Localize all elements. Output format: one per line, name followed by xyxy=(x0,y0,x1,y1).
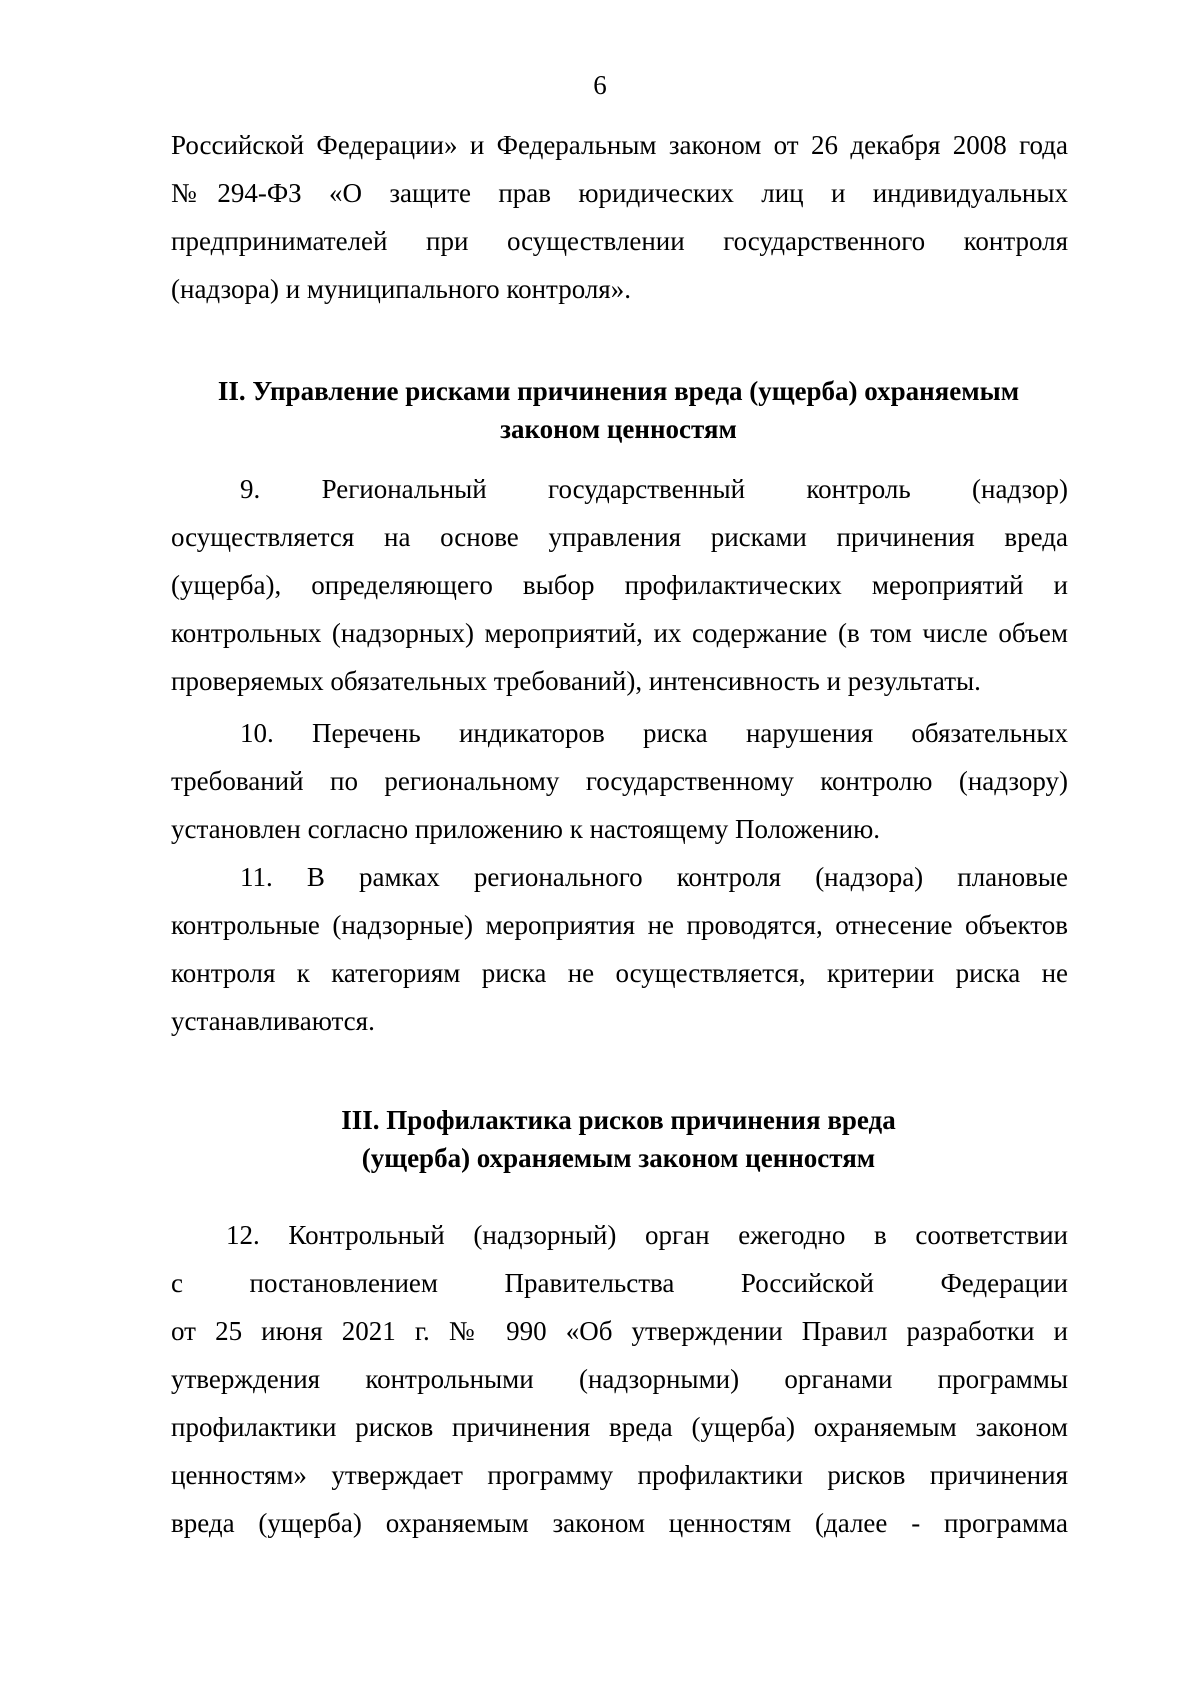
text-line: требований по региональному государственному контролю (надзору) xyxy=(171,766,1068,796)
text-line: 11. В рамках регионального контроля (надзора) плановые xyxy=(240,862,1068,892)
heading-line: (ущерба) охраняемым законом ценностям xyxy=(361,1143,876,1173)
text-line: ценностям» утверждает программу профилактики рисков причинения xyxy=(171,1460,1068,1490)
paragraph-12 xyxy=(171,1211,1068,1547)
text-line: профилактики рисков причинения вреда (ущерба) охраняемым законом xyxy=(171,1412,1068,1442)
intro-paragraph xyxy=(171,121,1068,313)
text-line: 10. Перечень индикаторов риска нарушения обязательных xyxy=(240,718,1068,748)
text-line: (надзора) и муниципального контроля». xyxy=(171,274,631,304)
paragraph-11 xyxy=(171,853,1068,1045)
heading-line: III. Профилактика рисков причинения вреда xyxy=(341,1105,896,1135)
text-line: предпринимателей при осуществлении государственного контроля xyxy=(171,226,1068,256)
section-2-heading xyxy=(0,372,1200,448)
text-line: 12. Контрольный (надзорный) орган ежегодно в соответствии xyxy=(226,1220,1068,1250)
text-line: Российской Федерации» и Федеральным законом от 26 декабря 2008 года xyxy=(171,130,1068,160)
heading-line: законом ценностям xyxy=(500,414,737,444)
text-line: от 25 июня 2021 г. № 990 «Об утверждении Правил разработки и xyxy=(171,1316,1068,1346)
text-line: (ущерба), определяющего выбор профилактических мероприятий и xyxy=(171,570,1068,600)
paragraph-10 xyxy=(171,709,1068,853)
text-line: устанавливаются. xyxy=(171,1006,375,1036)
text-line: с постановлением Правительства Российской Федерации xyxy=(171,1268,1068,1298)
text-line: установлен согласно приложению к настоящему Положению. xyxy=(171,814,881,844)
text-line: осуществляется на основе управления рисками причинения вреда xyxy=(171,522,1068,552)
text-line: №294-ФЗ «О защите прав юридических лиц и индивидуальных xyxy=(171,178,1068,208)
text-line: контрольные (надзорные) мероприятия не проводятся, отнесение объектов xyxy=(171,910,1068,940)
text-line: 9. Региональный государственный контроль (надзор) xyxy=(240,474,1068,504)
text-line: вреда (ущерба) охраняемым законом ценностям (далее - программа xyxy=(171,1508,1068,1538)
page-number: 6 xyxy=(593,70,607,100)
paragraph-9 xyxy=(171,465,1068,705)
text-line: проверяемых обязательных требований), интенсивность и результаты. xyxy=(171,666,981,696)
text-line: контроля к категориям риска не осуществляется, критерии риска не xyxy=(171,958,1068,988)
text-line: утверждения контрольными (надзорными) органами программы xyxy=(171,1364,1068,1394)
section-3-heading xyxy=(0,1101,1200,1177)
text-line: контрольных (надзорных) мероприятий, их содержание (в том числе объем xyxy=(171,618,1068,648)
heading-line: II. Управление рисками причинения вреда (ущерба) охраняемым xyxy=(217,376,1020,406)
